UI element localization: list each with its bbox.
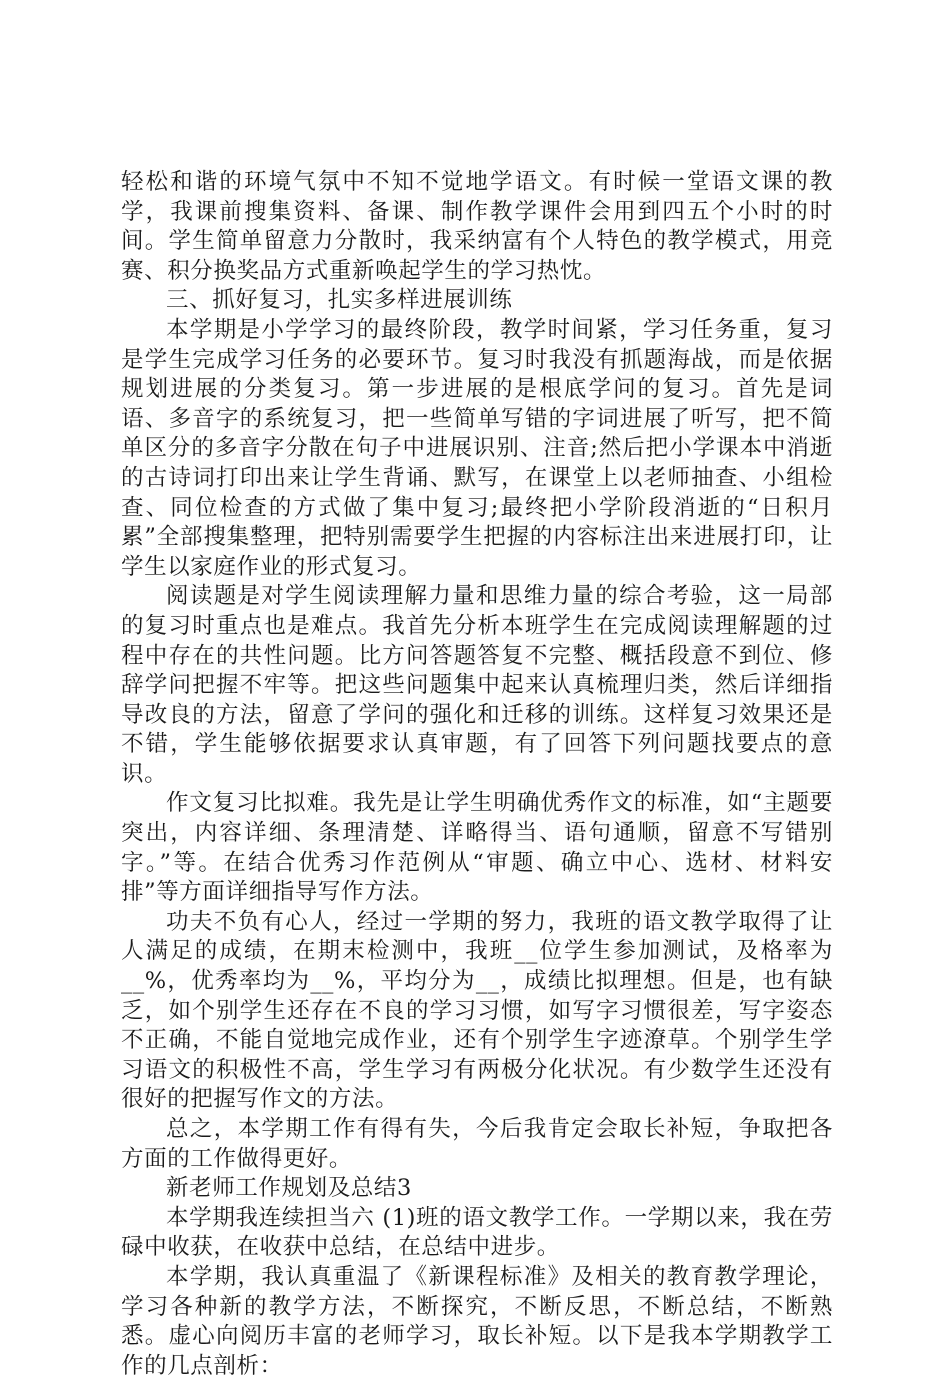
paragraph-writing-review: 作文复习比拟难。我先是让学生明确优秀作文的标准，如“主题要突出，内容详细、条理清楚、详略得当、语句通顺，留意不写错别字。”等。在结合优秀习作范例从“审题、确立中心、选材、材料安排”等方面详细指导写作方法。 xyxy=(121,790,833,906)
section-title-part-3: 新老师工作规划及总结3 xyxy=(166,1175,412,1202)
paragraph-review-basics: 本学期是小学学习的最终阶段，教学时间紧，学习任务重，复习是学生完成学习任务的必要环节。复习时我没有抓题海战，而是依据规划进展的分类复习。第一步进展的是根底学问的复习。首先是词语、多音字的系统复习，把一些简单写错的字词进展了听写，把不简单区分的多音字分散在句子中进展识别、注音;然后把小学课本中消逝的古诗词打印出来让学生背诵、默写，在课堂上以老师抽查、小组检查、同位检查的方式做了集中复习;最终把小学阶段消逝的“日积月累”全部搜集整理，把特别需要学生把握的内容标注出来进展打印，让学生以家庭作业的形式复习。 xyxy=(121,316,833,580)
paragraph-intro-part-3: 本学期我连续担当六 (1)班的语文教学工作。一学期以来，我在劳碌中收获，在收获中总结，在总结中进步。 xyxy=(121,1204,833,1261)
paragraph-1: 轻松和谐的环境气氛中不知不觉地学语文。有时候一堂语文课的教学，我课前搜集资料、备课、制作教学课件会用到四五个小时的时间。学生简单留意力分散时，我采纳富有个人特色的教学模式，用竞赛、积分换奖品方式重新唤起学生的学习热忱。 xyxy=(121,169,833,284)
paragraph-conclusion: 总之，本学期工作有得有失，今后我肯定会取长补短，争取把各方面的工作做得更好。 xyxy=(121,1116,833,1172)
paragraph-reading-review: 阅读题是对学生阅读理解力量和思维力量的综合考验，这一局部的复习时重点也是难点。我首先分析本班学生在完成阅读理解题的过程中存在的共性问题。比方问答题答复不完整、概括段意不到位、修辞学问把握不牢等。把这些问题集中起来认真梳理归类，然后详细指导改良的方法，留意了学问的强化和迁移的训练。这样复习效果还是不错，学生能够依据要求认真审题，有了回答下列问题找要点的意识。 xyxy=(121,583,833,787)
document-body xyxy=(121,168,833,1381)
section-heading-review: 三、抓好复习，扎实多样进展训练 xyxy=(166,287,513,314)
paragraph-results: 功夫不负有心人，经过一学期的努力，我班的语文教学取得了让人满足的成绩，在期末检测中，我班__位学生参加测试，及格率为__%，优秀率均为__%，平均分为__，成绩比拟理想。但是，也有缺乏，如个别学生还存在不良的学习习惯，如写字习惯很差，写字姿态不正确，不能自觉地完成作业，还有个别学生字迹潦草。个别学生学习语文的积极性不高，学生学习有两极分化状况。有少数学生还没有很好的把握写作文的方法。 xyxy=(121,908,833,1113)
paragraph-study-part-3: 本学期，我认真重温了《新课程标准》及相关的教育教学理论，学习各种新的教学方法，不断探究，不断反思，不断总结，不断熟悉。虚心向阅历丰富的老师学习，取长补短。以下是我本学期教学工作的几点剖析： xyxy=(121,1263,833,1379)
